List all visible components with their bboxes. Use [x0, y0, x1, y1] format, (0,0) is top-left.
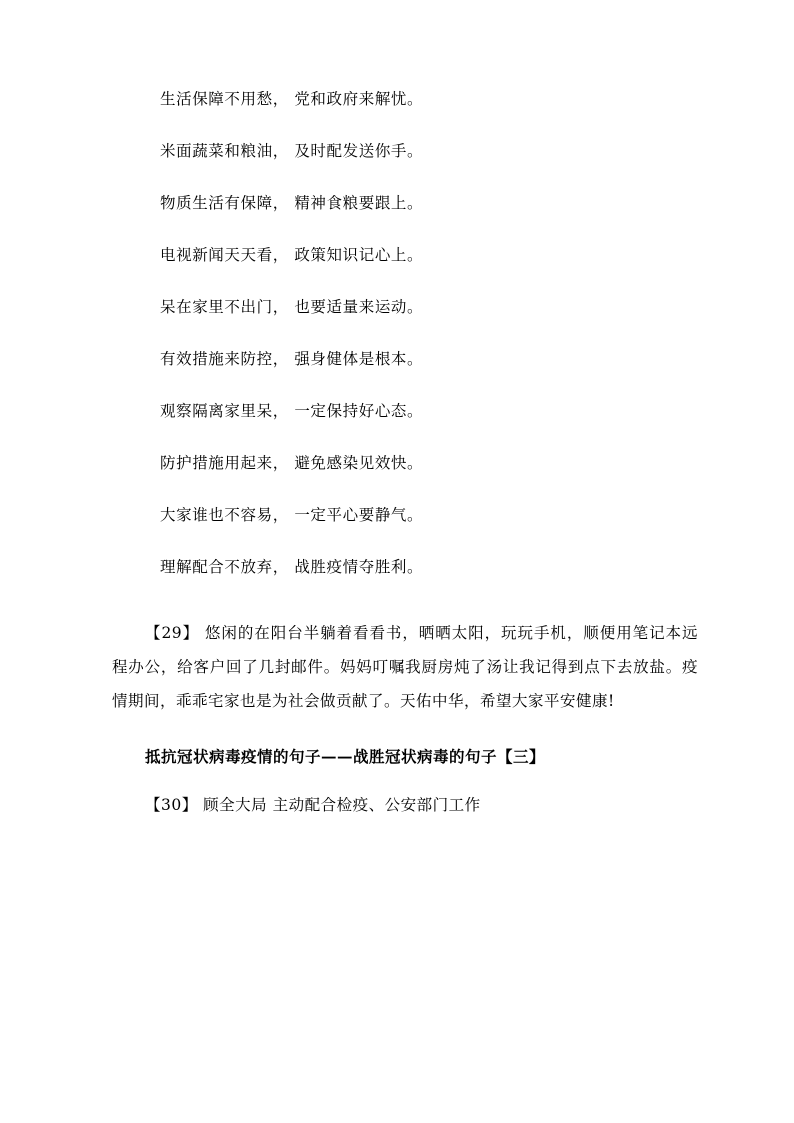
poem-line: 有效措施来防控， 强身健体是根本。	[160, 350, 424, 368]
document-content	[112, 92, 698, 822]
poem-line: 生活保障不用愁， 党和政府来解忧。	[160, 90, 424, 108]
section-heading: 抵抗冠状病毒疫情的句子——战胜冠状病毒的句子【三】	[145, 747, 546, 766]
poem-line: 呆在家里不出门， 也要适量来运动。	[160, 298, 424, 316]
poem-line: 米面蔬菜和粮油， 及时配发送你手。	[160, 142, 424, 160]
paragraph-29: 【29】 悠闲的在阳台半躺着看看书，晒晒太阳，玩玩手机，顺便用笔记本远程办公，给客户回了几封邮件。妈妈叮嘱我厨房炖了汤让我记得到点下去放盐。疫情期间，乖乖宅家也是为社会做贡献了。天佑中华，希望大家平安健康!	[112, 624, 698, 710]
poem-line: 理解配合不放弃， 战胜疫情夺胜利。	[160, 558, 424, 576]
poem-line: 电视新闻天天看， 政策知识记心上。	[160, 246, 424, 264]
poem-line: 物质生活有保障， 精神食粮要跟上。	[160, 194, 424, 212]
poem-line: 观察隔离家里呆， 一定保持好心态。	[160, 402, 424, 420]
paragraph-30: 【30】 顾全大局 主动配合检疫、公安部门工作	[145, 796, 481, 814]
poem-line: 防护措施用起来， 避免感染见效快。	[160, 454, 424, 472]
poem-line: 大家谁也不容易， 一定平心要静气。	[160, 506, 424, 524]
